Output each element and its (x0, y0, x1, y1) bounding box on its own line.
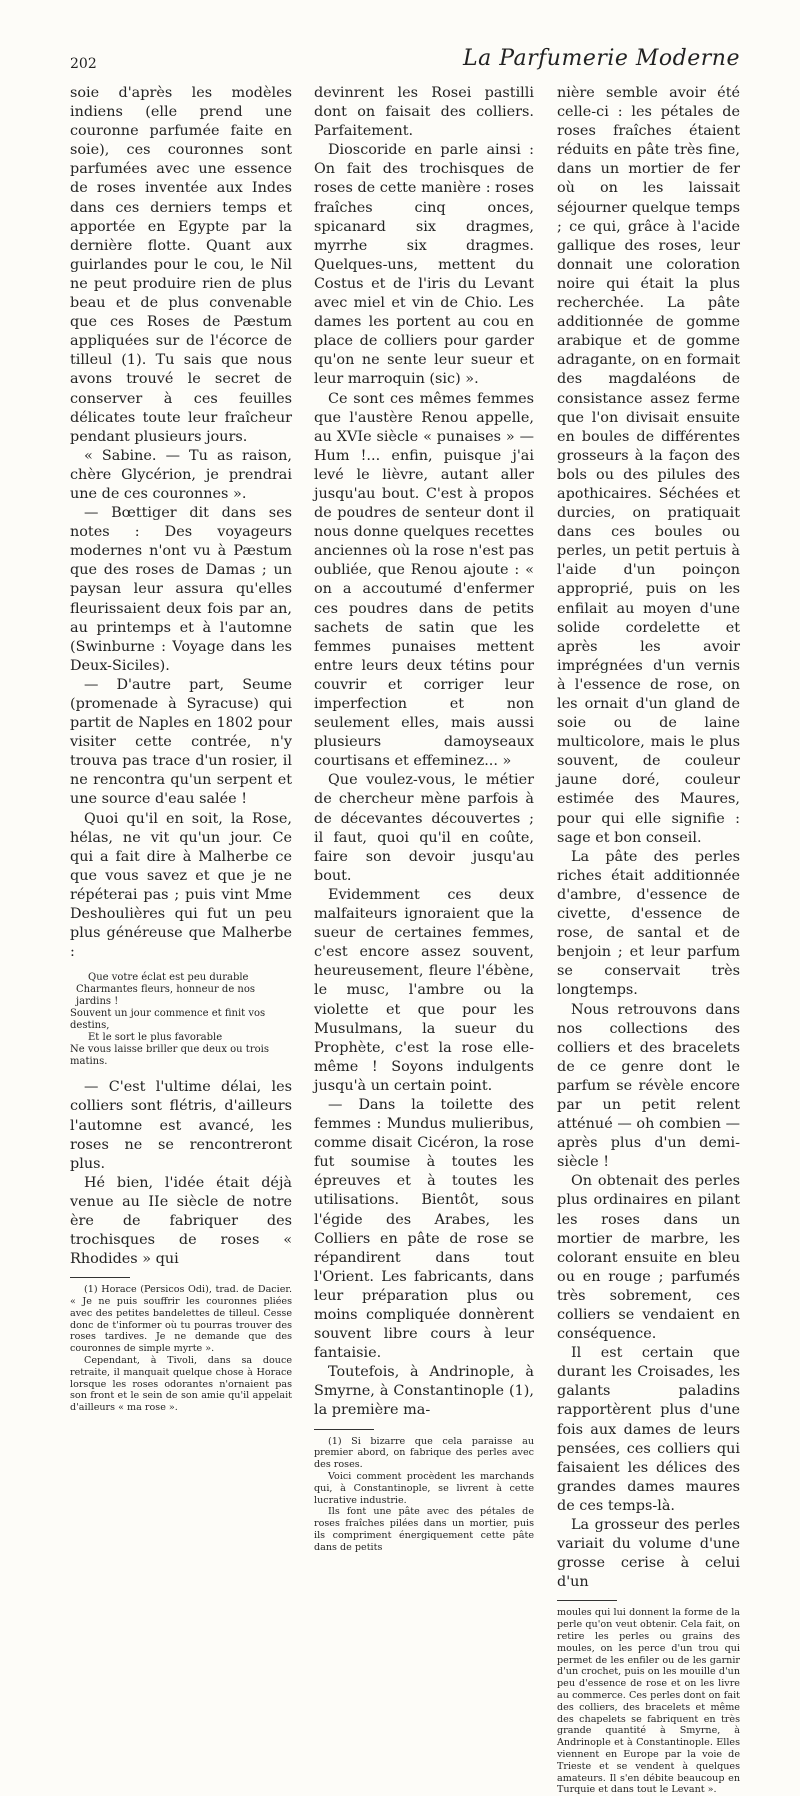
verse-line: Charmantes fleurs, honneur de nos jardins ! (76, 984, 256, 1008)
paragraph: « Sabine. — Tu as raison, chère Glycérion, je prendrai une de ces couronnes ». (70, 447, 292, 502)
verse-line: Que votre éclat est peu durable (88, 972, 249, 984)
paragraph: Que voulez-vous, le métier de chercheur mène parfois à de décevantes découvertes ; il faut, quoi qu'il en coûte, faire son devoir jusqu'au bout. (314, 772, 534, 884)
footnote: (1) Si bizarre que cela paraisse au premier abord, on fabrique des perles avec des roses. (314, 1435, 534, 1471)
footnote: Cependant, à Tivoli, dans sa douce retraite, il manquait quelque chose à Horace lorsque les roses odorantes n'ornaient pas son front et le sein de son amie qu'il appelait d'ailleurs « ma rose ». (70, 1355, 292, 1414)
paragraph: Dioscoride en parle ainsi : On fait des trochisques de roses de cette manière : roses fraîches cinq onces, spicanard six dragmes, myrrhe six dragmes. Quelques-uns, mettent du Costus et de l'iris du Levant avec miel et vin de Chio. Les dames les portent au cou en place de colliers pour garder qu'on ne sente leur sueur et leur marroquin (sic) ». (314, 142, 534, 388)
paragraph: Ce sont ces mêmes femmes que l'austère Renou appelle, au XVIe siècle « punaises » — Hum !... enfin, puisque j'ai levé le lièvre, autant aller jusqu'au bout. C'est à propos de poudres de senteur dont il nous donne quelques recettes anciennes où la rose n'est pas oubliée, que Renou ajoute : « on a accoutumé d'enfermer ces poudres dans de petits sachets de satin que les femmes punaises mettent entre leurs deux tétins pour couvrir et corriger leur imperfection et non seulement elles, mais aussi plusieurs damoyseaux courtisans et effeminez... » (314, 390, 534, 770)
paragraph: Quoi qu'il en soit, la Rose, hélas, ne vit qu'un jour. Ce qui a fait dire à Malherbe ce que vous savez et que je ne répéterai pas ; puis vint Mme Deshoulières qui fut un peu plus généreuse que Malherbe : (70, 810, 292, 961)
paragraph: — D'autre part, Seume (promenade à Syracuse) qui partit de Naples en 1802 pour visiter cette contrée, n'y trouva pas trace d'un rosier, il ne rencontra qu'un serpent et une source d'eau salée ! (70, 676, 292, 808)
running-head: La Parfumerie Moderne (462, 46, 740, 71)
paragraph: Hé bien, l'idée était déjà venue au IIe siècle de notre ère de fabriquer des trochisques de roses « Rhodides » qui (70, 1174, 292, 1268)
paragraph: nière semble avoir été celle-ci : les pétales de roses fraîches étaient réduits en pâte très fine, dans un mortier de fer où on les laissait séjourner quelque temps ; ce qui, grâce à l'acide gallique des roses, leur donnait une coloration noire qui était la plus recherchée. La pâte additionnée de gomme arabique et de gomme adragante, on en formait des magdaléons de consistance assez ferme que l'on divisait ensuite en boules de différentes grosseurs à la façon des bols ou des pilules des apothicaires. Séchées et durcies, on pratiquait dans ces boules ou perles, un petit pertuis à l'aide d'un poinçon approprié, puis on les enfilait au moyen d'une solide cordelette et après les avoir imprégnées d'un vernis à l'essence de rose, on les ornait d'un gland de soie ou de laine multicolore, mais le plus souvent, de couleur jaune doré, couleur estimée des Maures, pour qui elle signifie : sage et bon conseil. (557, 85, 740, 846)
footnote-divider (70, 1277, 130, 1278)
column-2 (314, 84, 534, 1554)
verse-quote (70, 972, 292, 1068)
paragraph: La pâte des perles riches était additionnée d'ambre, d'essence de civette, d'essence de rose, de santal et de benjoin ; et leur parfum se conservait très longtemps. (557, 848, 740, 999)
paragraph: — C'est l'ultime délai, les colliers sont flétris, d'ailleurs l'automne est avancé, les roses ne se rencontreront plus. (70, 1079, 292, 1172)
paragraph: Nous retrouvons dans nos collections des colliers et des bracelets de ce genre dont le parfum se révèle encore par un petit relent atténué — oh combien — après plus d'un demi-siècle ! (557, 1001, 740, 1171)
paragraph: soie d'après les modèles indiens (elle prend une couronne parfumée faite en soie), ces couronnes sont parfumées avec une essence de roses inventée aux Indes dans ces derniers temps et apportée en Egypte par la dernière flotte. Quant aux guirlandes pour le cou, le Nil ne peut produire rien de plus beau et de plus convenable que ces Roses de Pæstum appliquées sur de l'écorce de tilleul (1). Tu sais que nous avons trouvé le secret de conserver à ces feuilles délicates toute leur fraîcheur pendant plusieurs jours. (70, 85, 292, 445)
column-3 (557, 84, 740, 1796)
footnote-divider (314, 1429, 374, 1430)
paragraph: Il est certain que durant les Croisades, les galants paladins rapportèrent plus d'une fois aux dames de leurs pensées, ces colliers qui faisaient les délices des grandes dames maures de ces temps-là. (557, 1345, 740, 1514)
verse-line: Souvent un jour commence et finit vos destins, (70, 1008, 266, 1032)
verse-line: Ne vous laisse briller que deux ou trois matins. (70, 1044, 269, 1068)
footnote: moules qui lui donnent la forme de la perle qu'on veut obtenir. Cela fait, on retire les perles ou grains des moules, on les perce d'un trou qui permet de les enfiler ou de les garnir d'un crochet, puis on les mouille d'un peu d'essence de rose et on les livre au commerce. Ces perles dont on fait des colliers, des bracelets et même des chapelets se fabriquent en très grande quantité à Smyrne, à Andrinople et à Constantinople. Elles viennent en Europe par la voie de Trieste et se vendent à quelques amateurs. Il s'en débite beaucoup en Turquie et dans tout le Levant ». (557, 1607, 740, 1796)
paragraph: Toutefois, à Andrinople, à Smyrne, à Constantinople (1), la première ma- (314, 1364, 534, 1419)
footnote: Ils font une pâte avec des pétales de roses fraîches pilées dans un mortier, puis ils compriment énergiquement cette pâte dans de petits (314, 1506, 534, 1553)
paragraph: La grosseur des perles variait du volume d'une grosse cerise à celui d'un (557, 1517, 740, 1591)
footnote-divider (557, 1600, 617, 1601)
verse-line: Et le sort le plus favorable (88, 1032, 223, 1044)
paragraph: devinrent les Rosei pastilli dont on faisait des colliers. Parfaitement. (314, 85, 534, 140)
column-1 (70, 84, 292, 1414)
paragraph: On obtenait des perles plus ordinaires en pilant les roses dans un mortier de marbre, les colorant ensuite en bleu ou en rouge ; parfumés très sobrement, ces colliers se vendaient en conséquence. (557, 1173, 740, 1343)
footnote: Voici comment procèdent les marchands qui, à Constantinople, se livrent à cette lucrative industrie. (314, 1470, 534, 1506)
footnote: (1) Horace (Persicos Odi), trad. de Dacier. « Je ne puis souffrir les couronnes pliées avec des petites bandelettes de tilleul. Cesse donc de t'informer où tu pourras trouver des roses tardives. Je ne demande que des couronnes de simple myrte ». (70, 1284, 292, 1355)
paragraph: — Bœttiger dit dans ses notes : Des voyageurs modernes n'ont vu à Pæstum que des roses de Damas ; un paysan leur assura qu'elles fleurissaient deux fois par an, au printemps et à l'automne (Swinburne : Voyage dans les Deux-Siciles). (70, 505, 292, 674)
paragraph: — Dans la toilette des femmes : Mundus mulieribus, comme disait Cicéron, la rose fut soumise à toutes les épreuves et à toutes les utilisations. Bientôt, sous l'égide des Arabes, les Colliers en pâte de rose se répandirent dans tout l'Orient. Les fabricants, dans leur préparation plus ou moins compliquée donnèrent souvent libre cours à leur fantaisie. (314, 1096, 534, 1362)
paragraph: Evidemment ces deux malfaiteurs ignoraient que la sueur de certaines femmes, c'est encore assez souvent, heureusement, fleure l'ébène, le musc, l'ambre ou la violette et que pour les Musulmans, la sueur du Prophète, c'est la rose elle-même ! Soyons indulgents jusqu'à un certain point. (314, 886, 534, 1094)
page-number: 202 (70, 56, 97, 72)
